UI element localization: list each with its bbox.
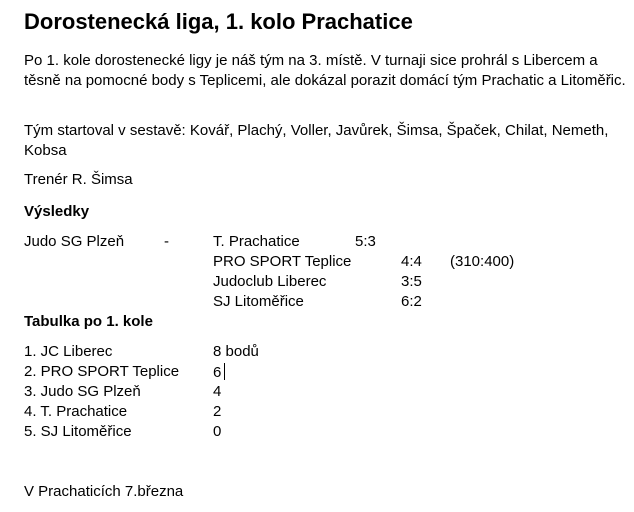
standings-team: 5. SJ Litoměřice — [24, 423, 132, 440]
footer-place-date: V Prachaticích 7.března — [24, 483, 184, 500]
standings-team: 2. PRO SPORT Teplice — [24, 363, 180, 380]
standings-points-cell — [213, 363, 225, 381]
match-score: 3:5 — [401, 273, 422, 290]
match-score: 6:2 — [401, 293, 422, 310]
match-opponent: SJ Litoměřice — [213, 293, 304, 310]
standings-points: 0 — [213, 423, 222, 440]
standings-points: 4 — [213, 383, 222, 400]
standings-team: 3. Judo SG Plzeň — [24, 383, 141, 400]
standings-team: 1. JC Liberec — [24, 343, 113, 360]
results-heading: Výsledky — [24, 203, 90, 220]
standings-points: 2 — [213, 403, 222, 420]
standings-team: 4. T. Prachatice — [24, 403, 128, 420]
match-opponent: T. Prachatice — [213, 233, 300, 250]
lineup-paragraph: Tým startoval v sestavě: Kovář, Plachý, Voller, Javůrek, Šimsa, Špaček, Chilat, Nemeth, Kobsa — [24, 122, 609, 159]
results-team: Judo SG Plzeň — [24, 233, 125, 250]
coach-line: Trenér R. Šimsa — [24, 171, 133, 188]
match-score: 5:3 — [355, 233, 376, 250]
standings-points: 6 — [213, 364, 222, 381]
standings-points: 8 bodů — [213, 343, 259, 360]
match-extra: (310:400) — [450, 253, 515, 270]
match-score: 4:4 — [401, 253, 422, 270]
match-opponent: PRO SPORT Teplice — [213, 253, 352, 270]
document-title: Dorostenecká liga, 1. kolo Prachatice — [24, 9, 413, 34]
intro-paragraph: Po 1. kole dorostenecké ligy je náš tým na 3. místě. V turnaji sice prohrál s Libercem a těsně na pomocné body s Teplicemi, ale dokázal porazit domácí tým Prachatic a Litoměřic. — [24, 52, 626, 89]
results-dash: - — [164, 233, 169, 250]
text-cursor — [224, 363, 225, 380]
match-opponent: Judoclub Liberec — [213, 273, 327, 290]
standings-heading: Tabulka po 1. kole — [24, 313, 153, 330]
